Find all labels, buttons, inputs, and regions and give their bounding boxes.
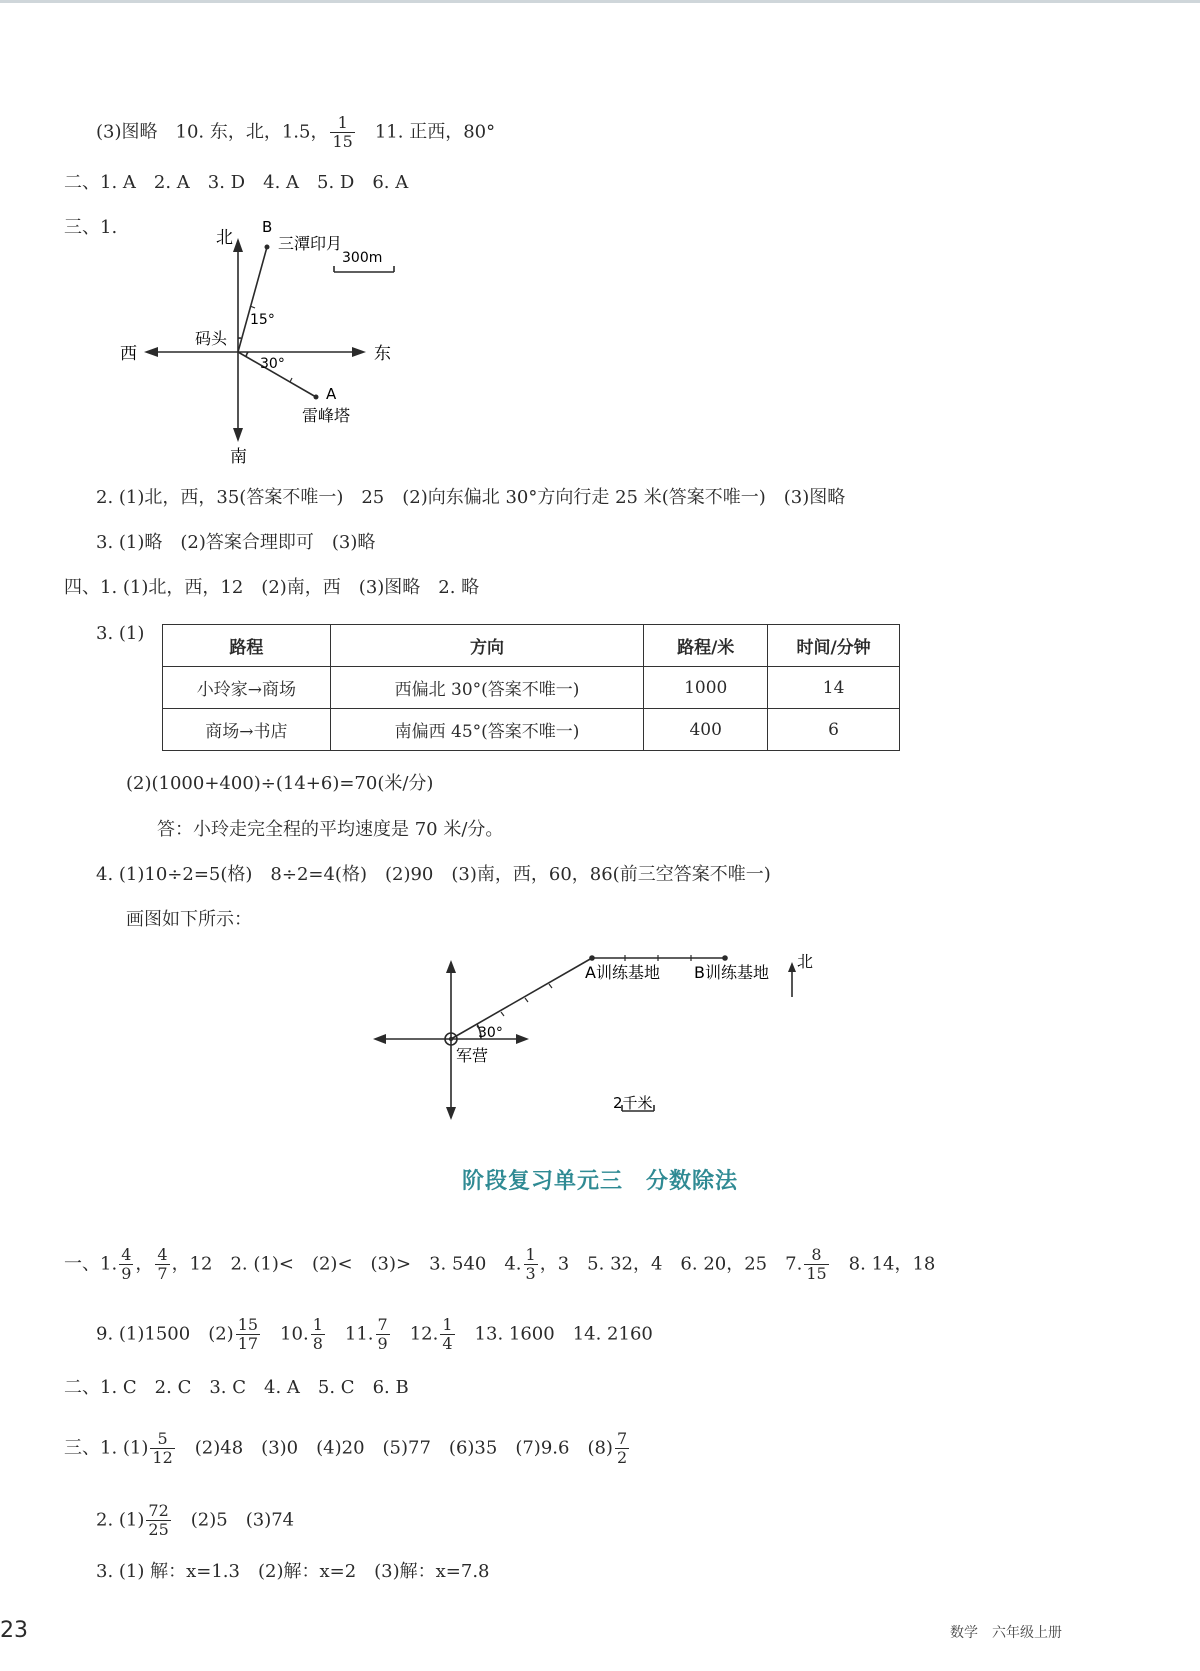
north-arrow-icon: [446, 960, 456, 973]
table-header: 时间/分钟: [768, 625, 900, 667]
west-arrow-icon: [373, 1034, 386, 1044]
fraction: $\frac{4}{7}$: [157, 1245, 168, 1283]
text: 11. 正西，80°: [356, 121, 496, 143]
west-arrow-icon: [144, 347, 158, 357]
table-header-row: [163, 625, 900, 667]
line-to-b: [238, 247, 267, 352]
north-label: 北: [216, 228, 233, 248]
table-row: [163, 667, 900, 709]
table-cell: 西偏北 30°(答案不唯一): [330, 667, 644, 709]
point-a-label: A训练基地: [585, 963, 660, 982]
south-arrow-icon: [233, 428, 243, 442]
p1-line-5: 2. (1) $\frac{72}{25}$ (2)5 (3)74: [96, 1501, 295, 1539]
section-4-answers: 四、1. (1)北，西，12 (2)南，西 (3)图略 2. 略: [64, 577, 480, 598]
point-a: [314, 395, 319, 400]
table-header: 方向: [330, 625, 644, 667]
point-b-label: B训练基地: [694, 963, 769, 982]
scale-label: 300m: [342, 250, 383, 266]
p1-line-2: 9. (1)1500 (2) $\frac{15}{17}$ 10. $\frac{1}{8}$ 11. $\frac{7}{9}$ 12. $\frac{1}{4}$ 13. 1600 14. 2160: [96, 1315, 653, 1353]
table-cell: 6: [768, 709, 900, 751]
north-label: 北: [797, 952, 814, 971]
text: (3)图略 10. 东，北，1.5，: [96, 121, 329, 143]
angle-30: 30°: [260, 356, 285, 372]
table-cell: 小玲家→商场: [163, 667, 331, 709]
point-a-name: 雷峰塔: [302, 406, 351, 425]
answer-line: 答：小玲走完全程的平均速度是 70 米/分。: [157, 819, 504, 840]
point-b-name: 三潭印月: [278, 234, 343, 253]
table-row: [163, 709, 900, 751]
table-cell: 14: [768, 667, 900, 709]
p1-line-4: 三、1. (1) $\frac{5}{12}$ (2)48 (3)0 (4)20 (5)77 (6)35 (7)9.6 (8) $\frac{7}{2}$: [64, 1429, 628, 1467]
east-arrow-icon: [352, 347, 366, 357]
fraction: $\frac{5}{12}$: [152, 1429, 173, 1467]
p1-line-3: 二、1. C 2. C 3. C 4. A 5. C 6. B: [64, 1377, 409, 1398]
fraction: $\frac{4}{9}$: [121, 1245, 132, 1283]
fraction: $\frac{72}{25}$: [148, 1501, 169, 1539]
fraction: $\frac{1}{3}$: [525, 1245, 536, 1283]
line-to-a: [451, 958, 592, 1039]
section-title: 阶段复习单元三 分数除法: [461, 1169, 738, 1194]
south-arrow-icon: [446, 1107, 456, 1120]
east-arrow-icon: [516, 1034, 529, 1044]
scale-label: 2千米: [613, 1094, 653, 1112]
fraction: $\frac{1}{15}$: [332, 113, 353, 151]
calculation-line: (2)(1000+400)÷(14+6)=70(米/分): [126, 773, 434, 794]
fraction: $\frac{15}{17}$: [237, 1315, 259, 1353]
section-3-label: 三、1.: [64, 217, 118, 238]
west-label: 西: [120, 344, 137, 364]
north-arrow-icon: [233, 238, 243, 252]
fraction: $\frac{1}{4}$: [442, 1315, 453, 1353]
table-cell: 1000: [644, 667, 768, 709]
direction-diagram-2: [370, 945, 830, 1120]
origin-label: 码头: [195, 329, 228, 348]
table-header: 路程/米: [644, 625, 768, 667]
top-border: [0, 0, 1200, 3]
north-indicator-icon: [788, 962, 796, 972]
point-b: [722, 955, 728, 961]
angle-15: 15°: [250, 312, 275, 328]
q4-answer: 4. (1)10÷2=5(格) 8÷2=4(格) (2)90 (3)南，西，60，86(前三空答案不唯一): [96, 864, 771, 885]
table-cell: 商场→书店: [163, 709, 331, 751]
route-table: [162, 624, 900, 751]
p1-line-6: 3. (1) 解：x=1.3 (2)解：x=2 (3)解：x=7.8: [96, 1561, 490, 1582]
draw-note: 画图如下所示：: [126, 909, 252, 930]
table-cell: 400: [644, 709, 768, 751]
answer-line-top: [96, 114, 495, 151]
point-b: [265, 245, 270, 250]
section-2-answers: 二、1. A 2. A 3. D 4. A 5. D 6. A: [64, 172, 409, 193]
angle-label: 30°: [478, 1025, 503, 1041]
fraction: $\frac{7}{2}$: [616, 1429, 628, 1467]
p1-line-1: 一、1. $\frac{4}{9}$ ， $\frac{4}{7}$ ，12 2. (1)< (2)< (3)> 3. 540 4. $\frac{1}{3}$ ，3 5. 32，4 6. 20，25 7. $\frac{8}{15}$ 8. 14，18: [64, 1245, 936, 1283]
origin-label: 军营: [456, 1046, 489, 1065]
point-a: [589, 955, 595, 961]
fraction: $\frac{1}{8}$: [312, 1315, 323, 1353]
point-b-letter: B: [262, 218, 273, 236]
south-label: 南: [230, 447, 247, 467]
table-cell: 南偏西 45°(答案不唯一): [330, 709, 644, 751]
east-label: 东: [374, 344, 391, 364]
direction-diagram-1: [120, 210, 400, 470]
fraction: $\frac{8}{15}$: [806, 1245, 827, 1283]
point-a-letter: A: [326, 385, 337, 403]
s4-q3-label: 3. (1): [96, 623, 145, 644]
fraction: $\frac{7}{9}$: [377, 1315, 388, 1353]
table-header: 路程: [163, 625, 331, 667]
page-number: 23: [0, 1618, 28, 1643]
q3-answer: 3. (1)略 (2)答案合理即可 (3)略: [96, 532, 376, 553]
footer-book-title: 数学 六年级上册: [950, 1625, 1062, 1641]
q2-answer: 2. (1)北，西，35(答案不唯一) 25 (2)向东偏北 30°方向行走 25 米(答案不唯一) (3)图略: [96, 487, 846, 508]
